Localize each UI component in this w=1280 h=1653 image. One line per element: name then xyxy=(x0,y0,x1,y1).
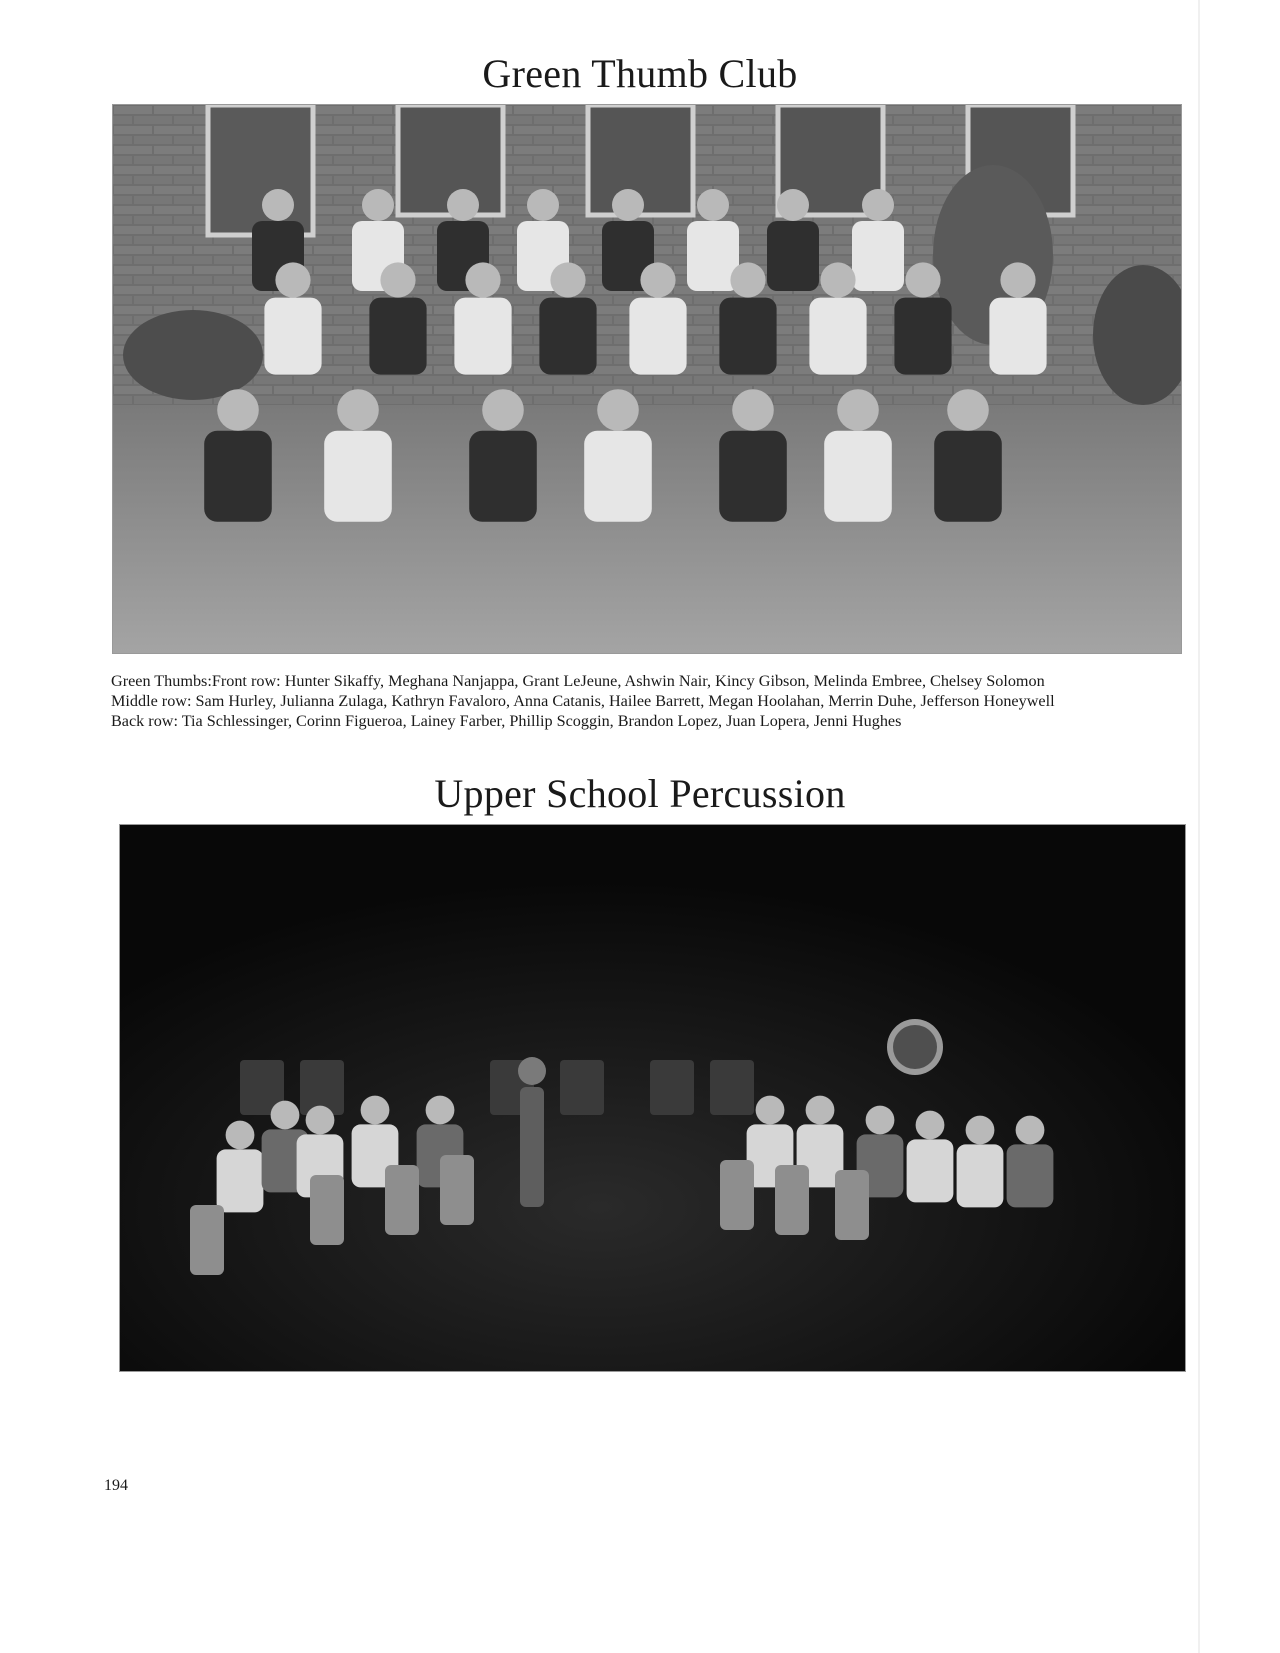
green-thumb-club-caption xyxy=(111,671,1181,731)
stage-chair xyxy=(710,1060,754,1115)
percussion-photo-illustration xyxy=(120,825,1185,1371)
page-fold-shadow xyxy=(1198,0,1200,1653)
page-number: 194 xyxy=(104,1477,128,1494)
drum xyxy=(720,1160,754,1230)
drum xyxy=(385,1165,419,1235)
caption-middle-row: Middle row: Sam Hurley, Julianna Zulaga, Kathryn Favaloro, Anna Catanis, Hailee Barrett, Megan Hoolahan, Merrin Duhe, Jefferson Honeywell xyxy=(111,692,1055,710)
upper-school-percussion-photo xyxy=(119,824,1186,1372)
drum xyxy=(835,1170,869,1240)
drum xyxy=(775,1165,809,1235)
caption-front-row: Green Thumbs:Front row: Hunter Sikaffy, Meghana Nanjappa, Grant LeJeune, Ashwin Nair, Kincy Gibson, Melinda Embree, Chelsey Solomon xyxy=(111,672,1045,690)
caption-back-row: Back row: Tia Schlessinger, Corinn Figueroa, Lainey Farber, Phillip Scoggin, Brandon Lopez, Juan Lopera, Jenni Hughes xyxy=(111,712,902,730)
green-thumb-club-group-photo xyxy=(112,104,1182,654)
drum xyxy=(440,1155,474,1225)
drum xyxy=(190,1205,224,1275)
stage-chair xyxy=(650,1060,694,1115)
upper-school-percussion-title: Upper School Percussion xyxy=(434,771,846,816)
group-photo-illustration xyxy=(113,105,1181,653)
drum xyxy=(310,1175,344,1245)
green-thumb-club-title: Green Thumb Club xyxy=(482,51,798,96)
stage-chair xyxy=(560,1060,604,1115)
